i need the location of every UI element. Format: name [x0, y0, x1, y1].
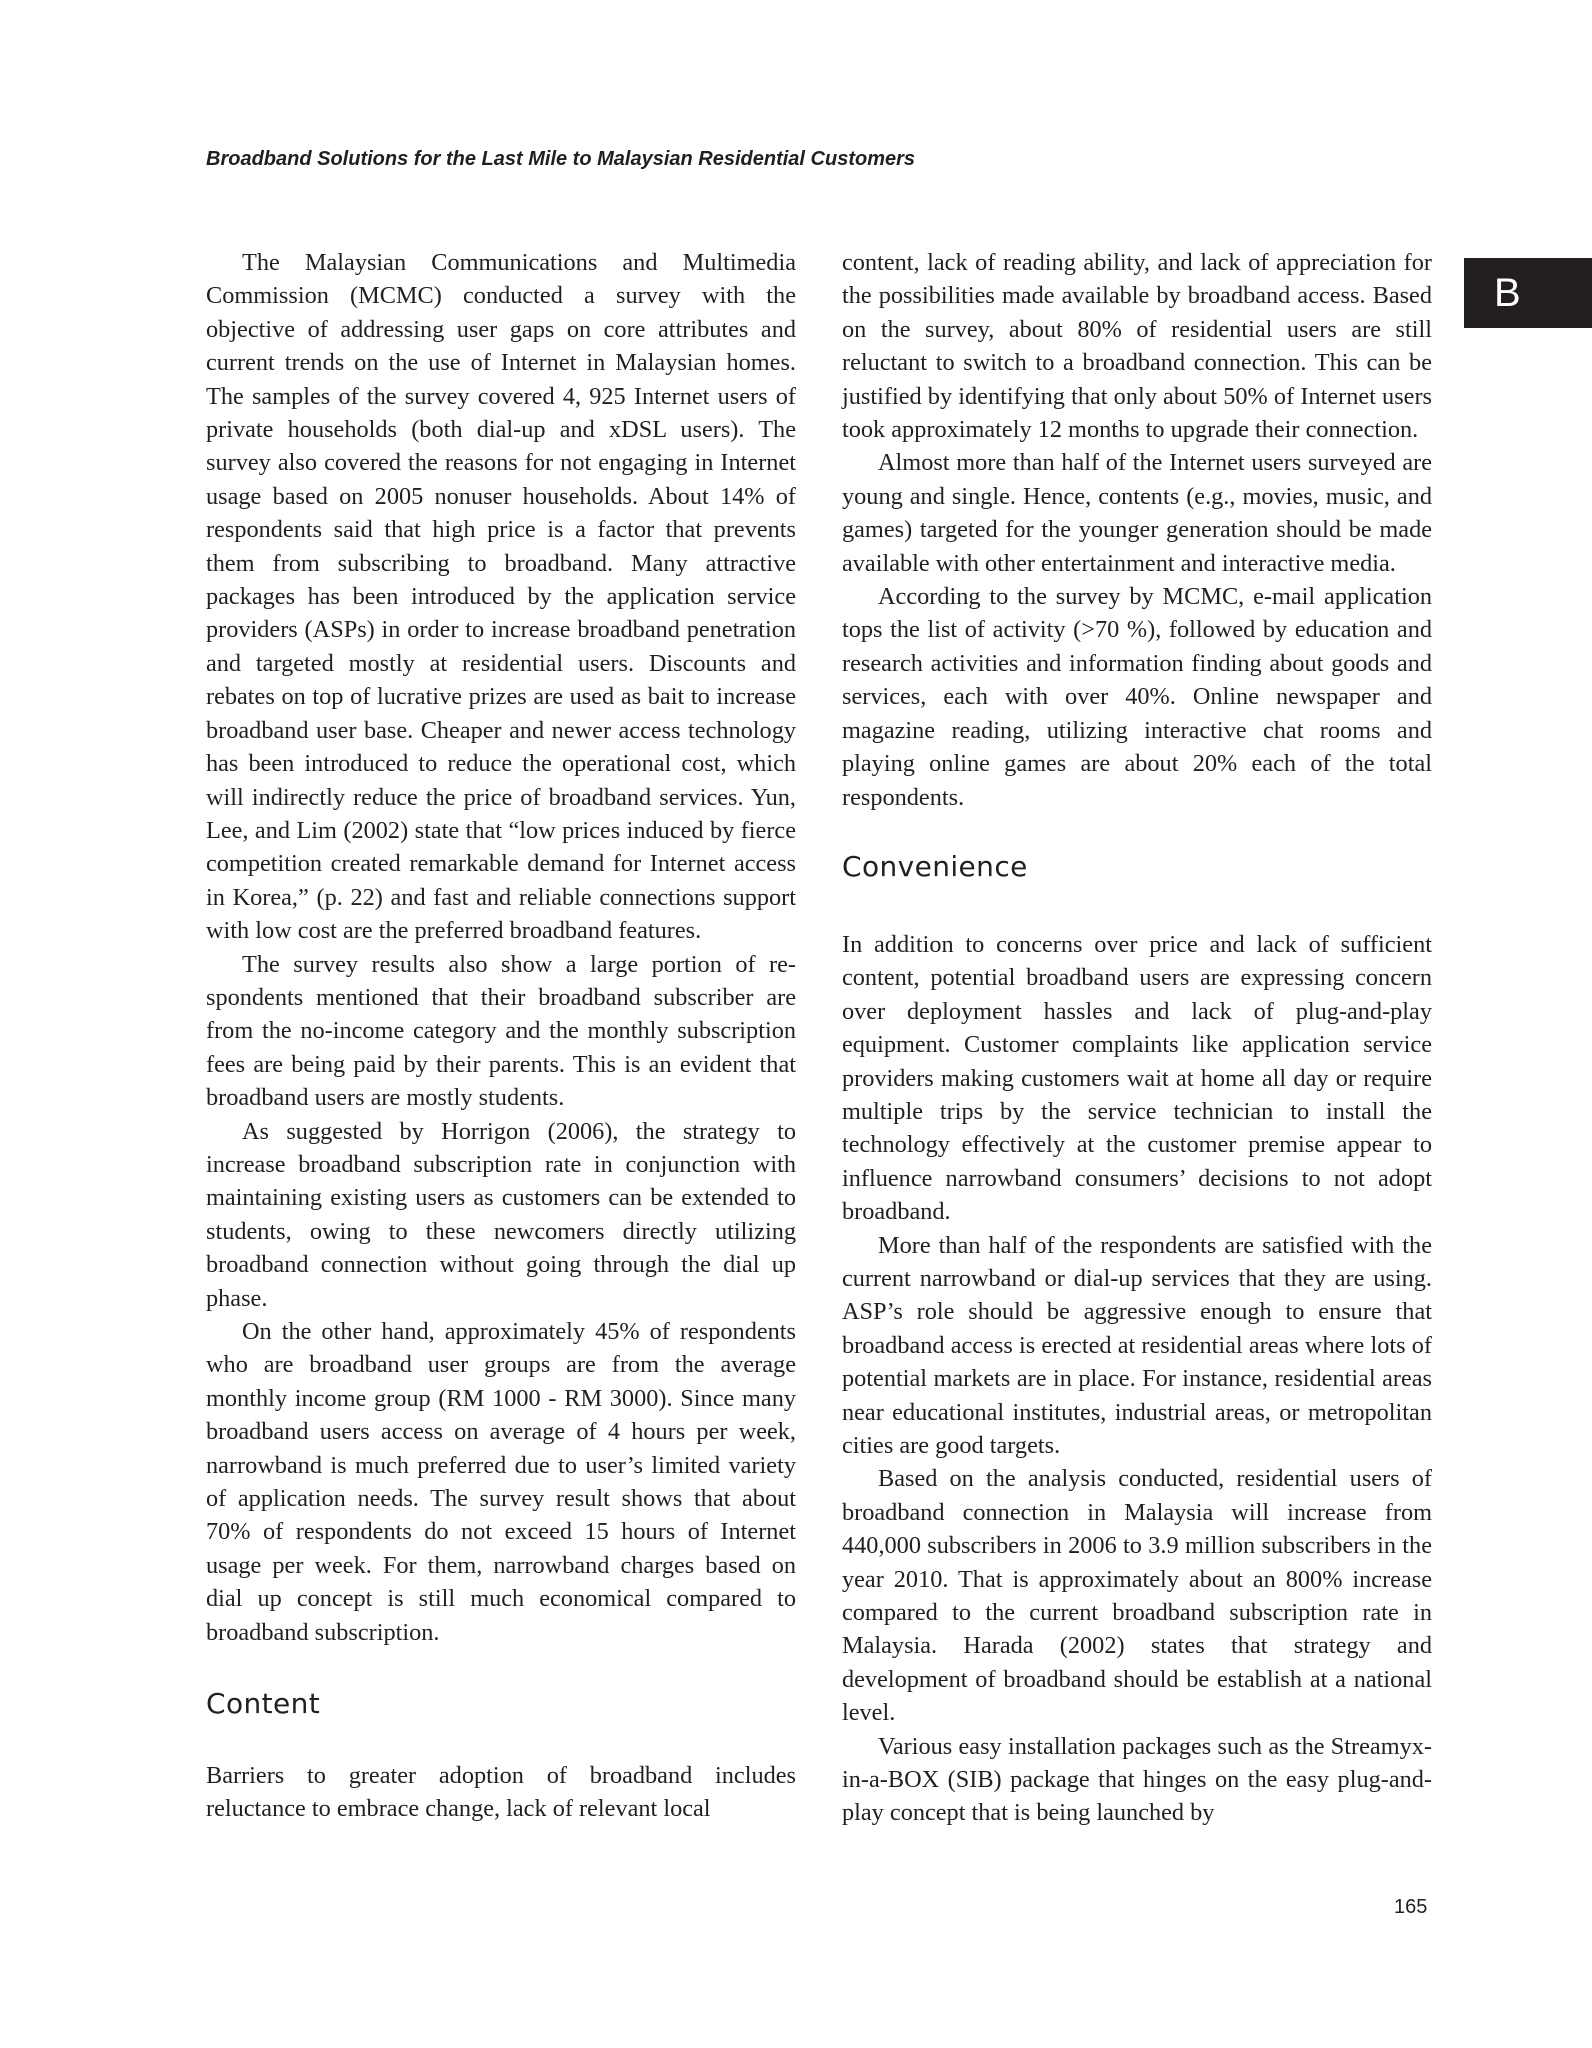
paragraph-satisfied-respondents: More than half of the respondents are satisfied with the current narrowband or dial-up services that they are using. ASP’s role should be aggressive enough to ensure that broadband access is erected at residential areas where lots of potential markets are in place. For instance, residential areas near educational institutes, industrial areas, or metropolitan cities are good targets.	[842, 1231, 1432, 1459]
section-tab	[1464, 258, 1592, 328]
paragraph-content-barriers: Barriers to greater adoption of broadband includes reluctance to embrace change, lack of relevant local	[206, 1762, 796, 1823]
paragraph-installation-packages: Various easy installation packages such as the Streamyx-in-a-BOX (SIB) package that hinges on the easy plug-and-play concept that is being launched by	[842, 1732, 1432, 1827]
page-number: 165	[1394, 1896, 1428, 1918]
paragraph-content-continued: content, lack of reading ability, and lack of appreciation for the possibilities made available by broadband access. Based on the survey, about 80% of residential users are still reluctant to switch to a broadband connection. This can be justified by identifying that only about 50% of Internet users took approximately 12 months to upgrade their connection.	[842, 249, 1432, 444]
section-heading-content: Content	[206, 1687, 321, 1721]
paragraph-subscriber-growth: Based on the analysis conducted, residential users of broadband connection in Malaysia will increase from 440,000 subscribers in 2006 to 3.9 million subscribers in the year 2010. That is approximately about an 800% increase compared to the current broadband subscription rate in Malaysia. Harada (2002) states that strategy and development of broadband should be establish at a national level.	[842, 1465, 1432, 1727]
right-column	[842, 246, 1432, 1830]
section-tab-letter: B	[1494, 270, 1521, 315]
paragraph-deployment-concerns: In addition to concerns over price and lack of sufficient content, potential broadband users are expressing concern over deployment hassles and lack of plug-and-play equipment. Customer complaints like application service providers making customers wait at home all day or require multiple trips by the service technician to install the technology effectively at the customer premise appear to influence narrowband consumers’ decisions to not adopt broadband.	[842, 930, 1432, 1226]
paragraph-survey-results: The survey results also show a large portion of respondents mentioned that their broadband subscriber are from the no-income category and the monthly subscription fees are being paid by their parents. This is an evident that broadband users are mostly students.	[206, 950, 796, 1112]
paragraph-mcmc-survey: The Malaysian Communications and Multimedia Commission (MCMC) conducted a survey with the objective of addressing user gaps on core attributes and current trends on the use of Internet in Malaysian homes. The samples of the survey covered 4, 925 Internet users of private households (both dial-up and xDSL users). The survey also covered the reasons for not engaging in Internet usage based on 2005 nonuser households. About 14% of respondents said that high price is a factor that prevents them from subscribing to broadband. Many attractive packages has been introduced by the application service providers (ASPs) in order to increase broadband penetration and targeted mostly at residential users. Discounts and rebates on top of lucrative prizes are used as bait to increase broadband user base. Cheaper and newer access technology has been introduced to reduce the operational cost, which will indirectly reduce the price of broadband services. Yun, Lee, and Lim (2002) state that “low prices induced by fierce competition created remarkable demand for Internet access in Korea,” (p. 22) and fast and reliable connections support with low cost are the preferred broadband features.	[206, 249, 796, 945]
section-heading-convenience: Convenience	[842, 849, 1028, 883]
paragraph-email-activity: According to the survey by MCMC, e-mail application tops the list of activity (>70 %), followed by education and research activities and information finding about goods and services, each with over 40%. Online newspaper and magazine reading, utilizing interactive chat rooms and playing online games are about 20% each of the total respondents.	[842, 583, 1432, 811]
paragraph-income-group: On the other hand, approximately 45% of respondents who are broadband user groups are from the average monthly income group (RM 1000 - RM 3000). Since many broadband users access on average of 4 hours per week, narrowband is much preferred due to user’s limited variety of application needs. The survey result shows that about 70% of respondents do not exceed 15 hours of Internet usage per week. For them, narrowband charges based on dial up concept is still much economical compared to broadband subscription.	[206, 1318, 796, 1646]
paragraph-horrigon-strategy: As suggested by Horrigon (2006), the strategy to increase broadband subscription rate in conjunction with maintaining existing users as customers can be extended to students, owing to these newcomers directly utilizing broadband connection without going through the dial up phase.	[206, 1117, 796, 1312]
paragraph-young-single-users: Almost more than half of the Internet users surveyed are young and single. Hence, contents (e.g., movies, music, and games) targeted for the younger generation should be made available with other entertainment and interactive media.	[842, 449, 1432, 577]
left-column	[206, 246, 796, 1826]
running-head: Broadband Solutions for the Last Mile to Malaysian Residential Customers	[206, 148, 916, 170]
